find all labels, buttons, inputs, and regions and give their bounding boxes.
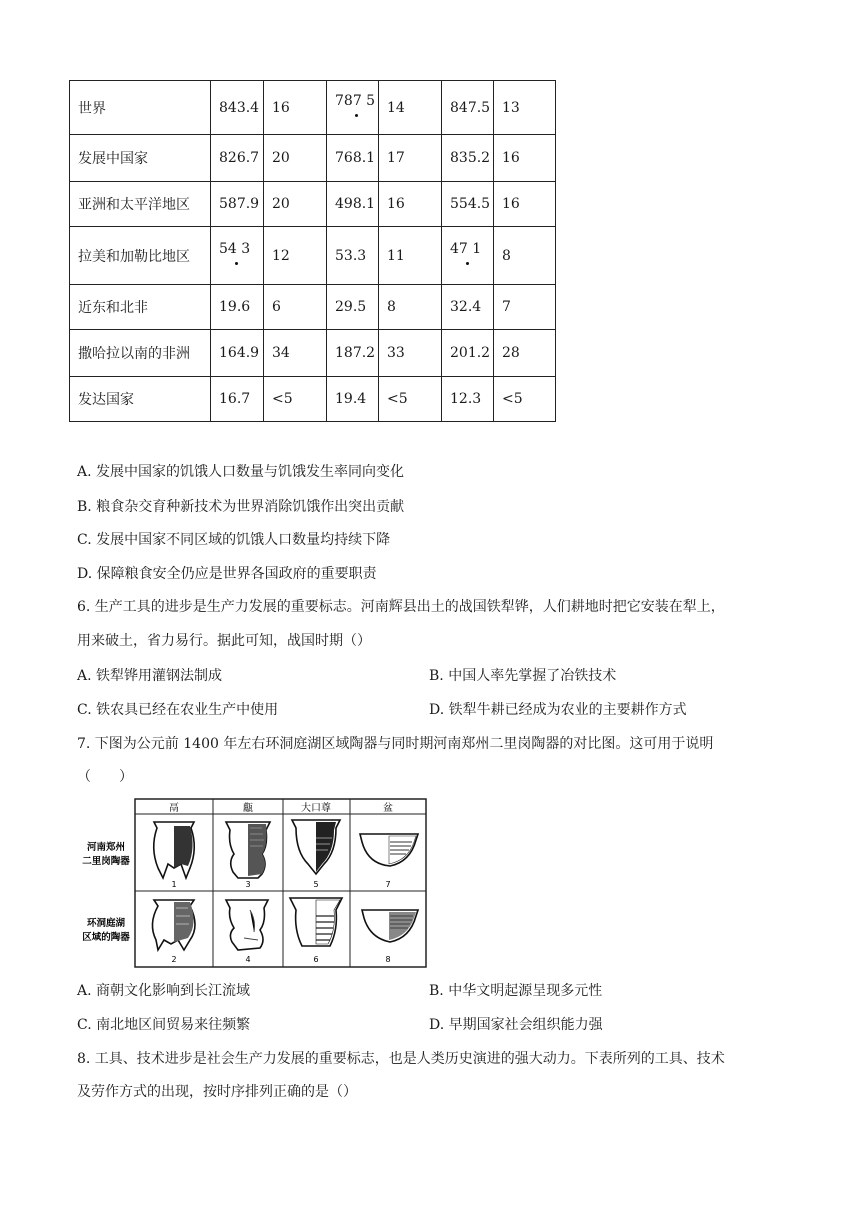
q8-stem-cont: 及劳作方式的出现，按时序排列正确的是（） bbox=[77, 1084, 357, 1100]
value-cell: 835.2 bbox=[442, 135, 494, 182]
table-row bbox=[70, 285, 556, 330]
rate-cell: 14 bbox=[379, 81, 442, 135]
region-cell: 世界 bbox=[70, 81, 211, 135]
vessel-number: 7 bbox=[385, 880, 391, 889]
q6-option-b: B. 中国人率先掌握了冶铁技术 bbox=[429, 668, 617, 684]
hunger-data-table bbox=[69, 80, 556, 422]
rate-cell: 6 bbox=[264, 285, 327, 330]
region-cell: 亚洲和太平洋地区 bbox=[70, 182, 211, 227]
q7-stem-cont: （ ） bbox=[77, 769, 133, 785]
q8-stem: 8. 工具、技术进步是社会生产力发展的重要标志，也是人类历史演进的强大动力。下表所列的工具、技术 bbox=[77, 1051, 725, 1067]
q5-option-a: A. 发展中国家的饥饿人口数量与饥饿发生率同向变化 bbox=[77, 464, 405, 480]
table-row bbox=[70, 377, 556, 422]
header-li: 鬲 bbox=[169, 803, 179, 814]
table-row bbox=[70, 227, 556, 285]
rate-cell: 34 bbox=[264, 330, 327, 377]
rate-cell: <5 bbox=[494, 377, 556, 422]
rate-cell: 33 bbox=[379, 330, 442, 377]
dotted-value: 787 5 bbox=[335, 92, 376, 109]
value-cell: 12.3 bbox=[442, 377, 494, 422]
rate-cell: 12 bbox=[264, 227, 327, 285]
value-cell bbox=[442, 227, 494, 285]
region-cell: 近东和北非 bbox=[70, 285, 211, 330]
value-cell: 554.5 bbox=[442, 182, 494, 227]
value-cell: 768.1 bbox=[327, 135, 379, 182]
rate-cell: 20 bbox=[264, 135, 327, 182]
value-cell: 16.7 bbox=[211, 377, 264, 422]
value-cell: 19.6 bbox=[211, 285, 264, 330]
vessel-number: 6 bbox=[313, 955, 319, 964]
region-cell: 拉美和加勒比地区 bbox=[70, 227, 211, 285]
table-row bbox=[70, 182, 556, 227]
value-cell: 29.5 bbox=[327, 285, 379, 330]
rate-cell: 11 bbox=[379, 227, 442, 285]
rate-cell: <5 bbox=[379, 377, 442, 422]
rate-cell: 16 bbox=[494, 135, 556, 182]
value-cell: 843.4 bbox=[211, 81, 264, 135]
value-cell bbox=[327, 81, 379, 135]
q6-stem: 6. 生产工具的进步是生产力发展的重要标志。河南辉县出土的战国铁犁铧，人们耕地时把它安装在犁上， bbox=[77, 599, 725, 615]
vessel-number: 8 bbox=[385, 955, 391, 964]
value-cell: 201.2 bbox=[442, 330, 494, 377]
vessel-number: 5 bbox=[313, 880, 319, 889]
value-cell: 187.2 bbox=[327, 330, 379, 377]
region-cell: 撒哈拉以南的非洲 bbox=[70, 330, 211, 377]
rate-cell: 8 bbox=[494, 227, 556, 285]
q7-option-a: A. 商朝文化影响到长江流域 bbox=[77, 983, 251, 999]
rate-cell: 16 bbox=[264, 81, 327, 135]
value-cell: 587.9 bbox=[211, 182, 264, 227]
value-cell bbox=[211, 227, 264, 285]
row1-label: 河南郑州 bbox=[86, 842, 126, 853]
q5-option-d: D. 保障粮食安全仍应是世界各国政府的重要职责 bbox=[77, 566, 377, 582]
value-cell: 847.5 bbox=[442, 81, 494, 135]
vessel-number: 4 bbox=[245, 955, 251, 964]
vessel-number: 3 bbox=[245, 880, 251, 889]
value-cell: 498.1 bbox=[327, 182, 379, 227]
rate-cell: 13 bbox=[494, 81, 556, 135]
row1-label-cont: 二里岗陶器 bbox=[82, 856, 130, 867]
region-cell: 发展中国家 bbox=[70, 135, 211, 182]
header-pen: 盆 bbox=[383, 803, 393, 814]
q6-stem-cont: 用来破土，省力易行。据此可知，战国时期（） bbox=[77, 633, 371, 649]
q7-option-d: D. 早期国家社会组织能力强 bbox=[429, 1017, 603, 1033]
vessel-number: 1 bbox=[171, 880, 177, 889]
region-cell: 发达国家 bbox=[70, 377, 211, 422]
dotted-value: 54 3 bbox=[219, 240, 251, 257]
table-row bbox=[70, 135, 556, 182]
value-cell: 32.4 bbox=[442, 285, 494, 330]
q6-option-a: A. 铁犁铧用灌钢法制成 bbox=[77, 668, 223, 684]
rate-cell: 16 bbox=[494, 182, 556, 227]
vessel-4-yan bbox=[226, 900, 268, 950]
rate-cell: 16 bbox=[379, 182, 442, 227]
pottery-figure-svg bbox=[78, 798, 428, 969]
vessel-3-yan bbox=[226, 822, 270, 878]
value-cell: 164.9 bbox=[211, 330, 264, 377]
q6-option-d: D. 铁犁牛耕已经成为农业的主要耕作方式 bbox=[429, 702, 687, 718]
value-cell: 826.7 bbox=[211, 135, 264, 182]
header-zun: 大口尊 bbox=[301, 803, 331, 814]
q6-option-c: C. 铁农具已经在农业生产中使用 bbox=[77, 702, 279, 718]
vessel-number: 2 bbox=[171, 955, 177, 964]
q5-option-c: C. 发展中国家不同区域的饥饿人口数量均持续下降 bbox=[77, 532, 391, 548]
rate-cell: 8 bbox=[379, 285, 442, 330]
row2-label-cont: 区域的陶器 bbox=[82, 932, 130, 943]
q7-stem: 7. 下图为公元前 1400 年左右环洞庭湖区域陶器与同时期河南郑州二里岗陶器的对比图。这可用于说明 bbox=[77, 736, 714, 752]
rate-cell: <5 bbox=[264, 377, 327, 422]
q7-option-c: C. 南北地区间贸易来往频繁 bbox=[77, 1017, 251, 1033]
table-row bbox=[70, 330, 556, 377]
table-row bbox=[70, 81, 556, 135]
pottery-comparison-figure bbox=[78, 798, 428, 969]
rate-cell: 17 bbox=[379, 135, 442, 182]
header-yan: 甗 bbox=[243, 803, 253, 814]
value-cell: 53.3 bbox=[327, 227, 379, 285]
vessel-2-li bbox=[152, 900, 195, 950]
q7-option-b: B. 中华文明起源呈现多元性 bbox=[429, 983, 603, 999]
dotted-value: 47 1 bbox=[450, 240, 482, 257]
q5-option-b: B. 粮食杂交育种新技术为世界消除饥饿作出突出贡献 bbox=[77, 499, 405, 515]
rate-cell: 28 bbox=[494, 330, 556, 377]
value-cell: 19.4 bbox=[327, 377, 379, 422]
row2-label: 环洞庭湖 bbox=[86, 918, 126, 929]
rate-cell: 7 bbox=[494, 285, 556, 330]
rate-cell: 20 bbox=[264, 182, 327, 227]
